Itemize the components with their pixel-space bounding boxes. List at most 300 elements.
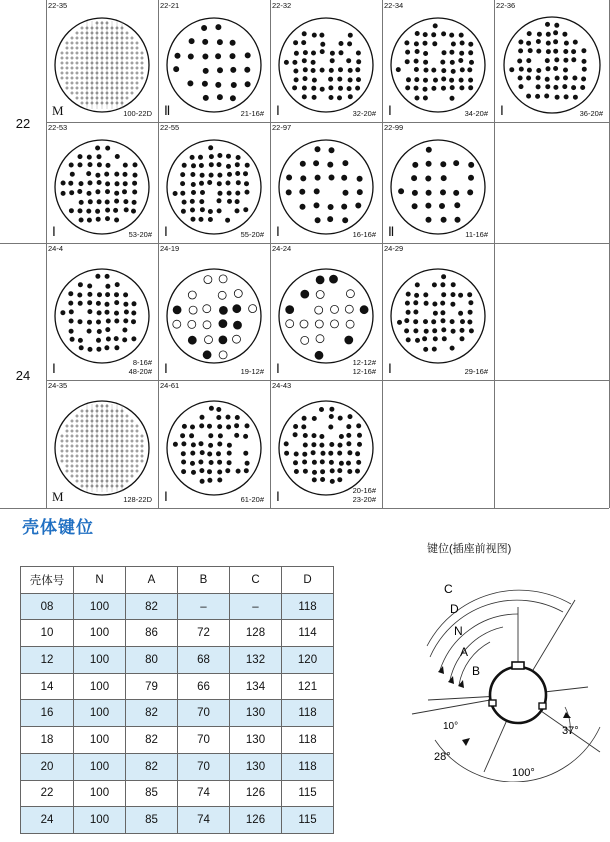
insert-face [278,139,374,235]
contact [174,67,179,72]
contact [301,175,306,180]
contact [181,191,185,195]
contact [302,86,306,90]
contact [209,460,213,464]
contact [191,443,195,447]
contact [227,451,231,455]
contact [203,54,208,59]
contact [227,425,231,429]
contact [88,162,92,166]
contact [115,217,119,221]
insert-outline [167,18,261,112]
contact [468,310,472,314]
contact [426,175,431,180]
contact [338,77,342,81]
contact [200,451,204,455]
contact [293,86,297,90]
insert-outline [55,140,149,234]
contact [342,204,347,209]
grid-line [494,0,495,508]
arrangement-type: Ⅰ [276,103,280,118]
contact [181,452,185,456]
contact [546,50,550,54]
contact [347,59,351,63]
table-cell: 100 [74,647,126,674]
contact [79,200,83,204]
contact [191,163,195,167]
keying-section-title: 壳体键位 [22,518,94,537]
contact [235,199,239,203]
contact [442,336,446,340]
table-cell: 130 [230,700,282,727]
contact [357,433,361,437]
arrow-28 [462,738,470,746]
contact [414,59,418,63]
contact [303,77,307,81]
contact [329,414,333,418]
contact [219,319,227,327]
header-b: B [178,567,230,594]
contact [231,67,236,72]
contact [87,171,91,175]
contact [357,424,361,428]
insert-face [166,139,262,235]
contact [96,301,100,305]
contact [219,335,227,343]
contact [526,94,530,98]
arrangement-type: M [52,489,64,504]
contact [357,176,362,181]
insert-arrangement-cell [382,0,494,122]
contact [87,329,91,333]
contact [415,96,419,100]
header-shell: 壳体号 [21,567,74,594]
arrangement-type: Ⅰ [164,224,168,239]
contact [209,406,213,410]
contact [300,204,305,209]
contact [123,181,127,185]
contact [236,171,240,175]
contact [319,407,323,411]
contact [203,95,208,100]
contact [441,282,445,286]
contact [581,49,585,53]
contact [433,328,437,332]
contact [188,336,196,344]
contact [563,49,567,53]
contact [348,451,352,455]
contact [294,41,298,45]
contact [406,292,410,296]
contact [415,282,419,286]
contact [546,41,550,45]
arrangement-code: 24-35 [48,381,68,390]
contact [553,85,557,89]
contact [320,460,324,464]
contact [69,162,73,166]
table-cell: 114 [282,620,334,647]
contact [219,306,227,314]
contact [441,301,445,305]
contact-count: 36-20# [579,109,603,118]
insert-face [166,268,262,364]
contact [315,306,323,314]
contact [217,181,221,185]
table-cell: 100 [74,700,126,727]
contact [432,282,436,286]
contact [302,59,306,63]
contact [203,39,208,44]
insert-face [54,268,150,364]
contact [218,442,222,446]
contact [459,58,463,62]
contact [245,67,250,72]
contact [397,320,401,324]
contact [293,461,297,465]
contact [564,41,568,45]
contact [339,51,343,55]
contact [204,275,212,283]
contact [190,155,194,159]
table-cell: 115 [282,780,334,807]
contact [244,181,248,185]
key-position-diagram [400,562,605,782]
contact [459,33,463,37]
contact [245,53,250,58]
contact [79,181,83,185]
contact-count: 53-20# [128,230,152,239]
contact [442,69,446,73]
contact [132,336,136,340]
grid-line [46,380,609,381]
contact [87,218,91,222]
contact [414,328,418,332]
contact [69,329,73,333]
contact [249,304,257,312]
contact [106,181,110,185]
contact [536,68,540,72]
table-cell: 80 [126,647,178,674]
contact [200,207,204,211]
contact [338,478,342,482]
contact [329,147,334,152]
contact [218,470,222,474]
contact [78,154,82,158]
arrangement-type: Ⅰ [276,489,280,504]
arrangement-type: Ⅰ [164,489,168,504]
table-cell: 128 [230,620,282,647]
contact [106,146,110,150]
contact [320,87,324,91]
contact [123,163,127,167]
contact [106,327,110,331]
contact [190,434,194,438]
table-cell: 130 [230,727,282,754]
contact [182,442,186,446]
contact [191,451,195,455]
contact [345,336,353,344]
insert-outline [55,269,149,363]
arrangement-code: 22-21 [160,1,180,10]
contact [342,175,347,180]
contact [451,302,455,306]
insert-face [166,17,262,113]
arrangement-type: Ⅰ [500,103,504,118]
contact [97,162,101,166]
contact [198,155,202,159]
arrangement-type: Ⅰ [276,224,280,239]
table-row [21,753,334,780]
contact [87,155,91,159]
contact [424,347,428,351]
contact [406,310,410,314]
contact [235,162,239,166]
arrangement-code: 22-36 [496,1,516,10]
contact [115,345,119,349]
contact [356,68,360,72]
contact [200,190,204,194]
contact-count: 16-16# [352,230,376,239]
contact [347,442,351,446]
contact [191,172,195,176]
table-cell: 121 [282,673,334,700]
contact [572,76,576,80]
insert-arrangement-cell [46,122,158,243]
contact [316,334,324,342]
contact [69,291,73,295]
contact [357,442,361,446]
contact [203,350,211,358]
contact [441,310,445,314]
contact [338,443,342,447]
contact [133,181,137,185]
contact [315,320,323,328]
insert-outline [167,140,261,234]
contact [236,191,240,195]
contact [200,469,204,473]
contact [328,204,333,209]
contact [217,95,222,100]
contact [105,199,109,203]
contact [331,305,339,313]
insert-arrangement-cell [46,380,158,508]
arrangement-code: 22-55 [160,123,180,132]
contact [311,60,315,64]
contact [226,415,230,419]
arc-c [427,590,571,646]
contact [105,345,109,349]
key-right [539,703,546,709]
contact [78,301,82,305]
contact [69,181,73,185]
contact [97,310,101,314]
table-cell: 66 [178,673,230,700]
contact [245,461,249,465]
contact [115,318,119,322]
contact [181,209,185,213]
contact [300,320,308,328]
contact [188,320,196,328]
contact [303,469,307,473]
master-key [512,662,524,669]
contact [230,96,235,101]
contact [131,209,135,213]
contact [442,51,446,55]
contact [96,173,100,177]
arrangement-code: 24-19 [160,244,180,253]
contact [536,85,540,89]
contact [357,60,361,64]
contact [415,49,419,53]
contact [314,188,319,193]
contact [535,94,539,98]
insert-face [278,17,374,113]
contact [571,86,575,90]
table-cell: 86 [126,620,178,647]
contact [284,60,288,64]
contact [320,33,324,37]
contact [414,67,418,71]
contact [202,25,207,30]
contact [312,470,316,474]
contact [199,163,203,167]
contact [245,163,249,167]
contact [413,162,418,167]
contact [88,292,92,296]
contact [321,42,325,46]
contact [460,319,464,323]
contact [339,461,343,465]
contact [328,162,333,167]
contact [469,78,473,82]
contact [450,33,454,37]
arrangement-code: 22-34 [384,1,404,10]
table-cell: 118 [282,753,334,780]
contact-count: 32-20# [352,109,376,118]
label-angle-37: 37° [562,725,579,737]
contact [199,460,203,464]
table-row [21,593,334,620]
contact [294,469,298,473]
insert-face [54,400,150,496]
contact [219,274,227,282]
contact [311,451,315,455]
contact [563,58,567,62]
contact [348,95,352,99]
contact [235,415,239,419]
insert-outline [391,140,485,234]
insert-outline [391,269,485,363]
contact [348,78,352,82]
table-cell: 100 [74,753,126,780]
contact [581,59,585,63]
contact [518,49,522,53]
contact [209,443,213,447]
insert-face [54,17,150,113]
contact-count: 100-22D [123,109,152,118]
contact [190,425,194,429]
contact [208,180,212,184]
contact [294,424,298,428]
contact [209,434,213,438]
contact [300,161,305,166]
arrangement-code: 24-24 [272,244,292,253]
contact [320,434,324,438]
contact [423,319,427,323]
contact [329,425,333,429]
contact [545,22,549,26]
contact [460,86,464,90]
contact [330,469,334,473]
insert-outline [391,18,485,112]
contact [509,68,513,72]
header-c: C [230,567,282,594]
contact [244,207,248,211]
contact [199,181,203,185]
contact [208,217,212,221]
insert-face [278,268,374,364]
contact [105,274,109,278]
contact [405,60,409,64]
contact [526,59,530,63]
contact [433,24,437,28]
contact [189,39,194,44]
contact [218,153,222,157]
contact [219,350,227,358]
contact [412,175,417,180]
contact [451,292,455,296]
arrangement-code: 22-97 [272,123,292,132]
table-row [21,780,334,807]
contact [432,68,436,72]
grid-line [270,0,271,508]
contact [132,200,136,204]
contact [312,78,316,82]
contact [537,32,541,36]
arrangement-type: Ⅰ [164,361,168,376]
contact [294,452,298,456]
contact [331,319,339,327]
contact [79,217,83,221]
contact [424,301,428,305]
contact [97,199,101,203]
contact [175,53,180,58]
contact [203,68,208,73]
table-cell: 100 [74,727,126,754]
contact [345,305,353,313]
table-cell: 82 [126,700,178,727]
arrangement-code: 24-4 [48,244,64,253]
contact [451,42,455,46]
contact [320,443,324,447]
contact [124,302,128,306]
contact [442,77,446,81]
contact [233,335,241,343]
contact [217,407,221,411]
contact [426,161,431,166]
contact [405,318,409,322]
contact [415,31,419,35]
contact [217,162,221,166]
contact [293,433,297,437]
contact [455,217,460,222]
contact [115,191,119,195]
connector-face [490,667,546,723]
contact [412,203,417,208]
contact [347,425,351,429]
contact [406,337,410,341]
contact [312,95,316,99]
